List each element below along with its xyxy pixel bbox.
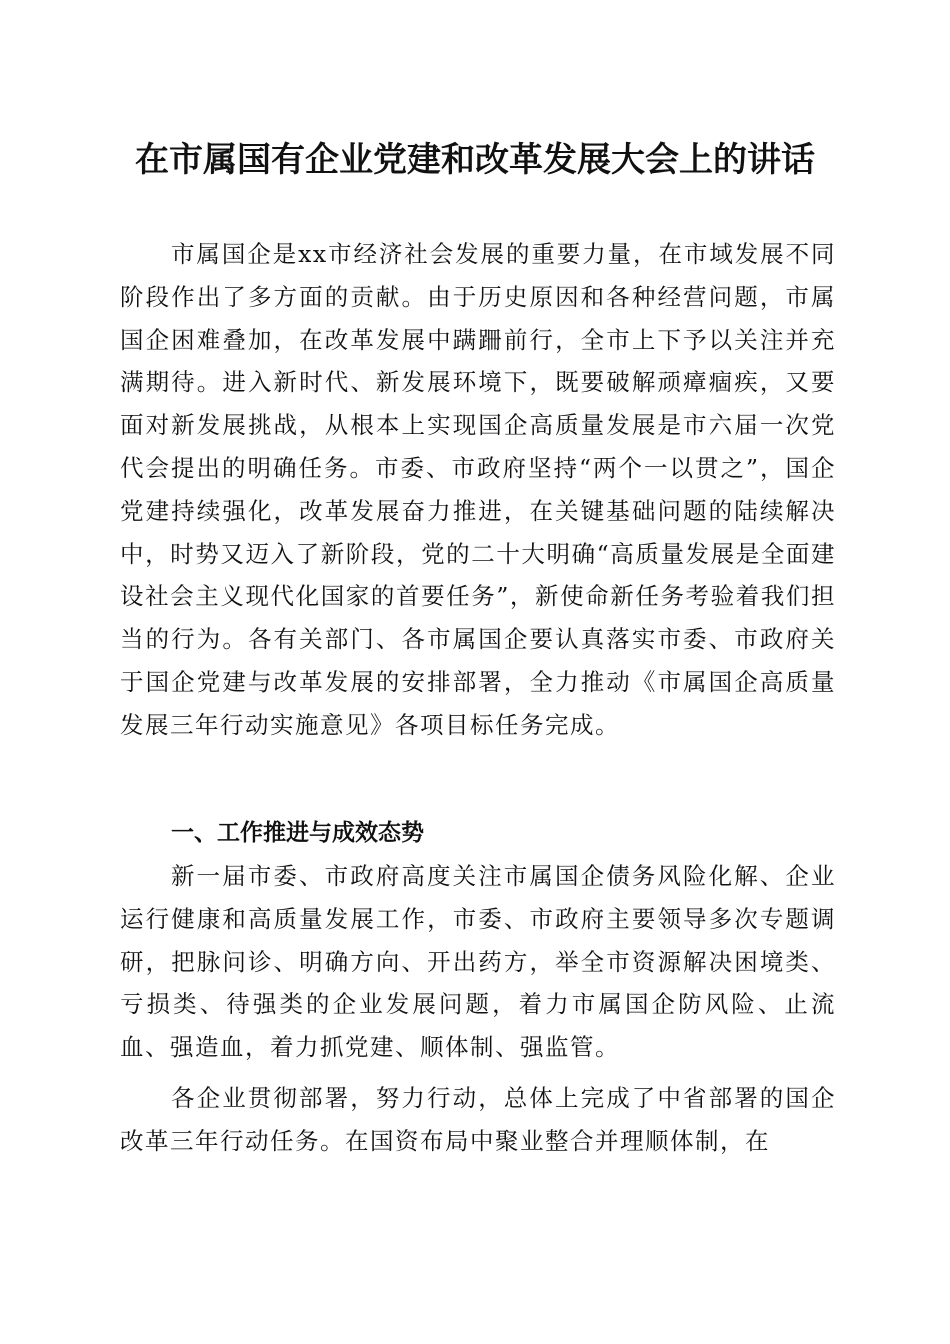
section-paragraph-2: 各企业贯彻部署，努力行动，总体上完成了中省部署的国企改革三年行动任务。在国资布局中聚业整合并理顺体制，在 [120, 1084, 836, 1155]
intro-paragraph: 市属国企是xx市经济社会发展的重要力量，在市域发展不同阶段作出了多方面的贡献。由于历史原因和各种经营问题，市属国企困难叠加，在改革发展中蹒跚前行，全市上下予以关注并充满期待。进入新时代、新发展环境下，既要破解顽瘴痼疾，又要面对新发展挑战，从根本上实现国企高质量发展是市六届一次党代会提出的明确任务。市委、市政府坚持“两个一以贯之”，国企党建持续强化，改革发展奋力推进，在关键基础问题的陆续解决中，时势又迈入了新阶段，党的二十大明确“高质量发展是全面建设社会主义现代化国家的首要任务”，新使命新任务考验着我们担当的行为。各有关部门、各市属国企要认真落实市委、市政府关于国企党建与改革发展的安排部署，全力推动《市属国企高质量发展三年行动实施意见》各项目标任务完成。 [120, 240, 836, 739]
section-paragraph-1: 新一届市委、市政府高度关注市属国企债务风险化解、企业运行健康和高质量发展工作，市委、市政府主要领导多次专题调研，把脉问诊、明确方向、开出药方，举全市资源解决困境类、亏损类、待强类的企业发展问题，着力市属国企防风险、止流血、强造血，着力抓党建、顺体制、强监管。 [120, 862, 836, 1062]
section-heading: 一、工作推进与成效态势 [171, 820, 424, 846]
document-title: 在市属国有企业党建和改革发展大会上的讲话 [135, 140, 815, 180]
